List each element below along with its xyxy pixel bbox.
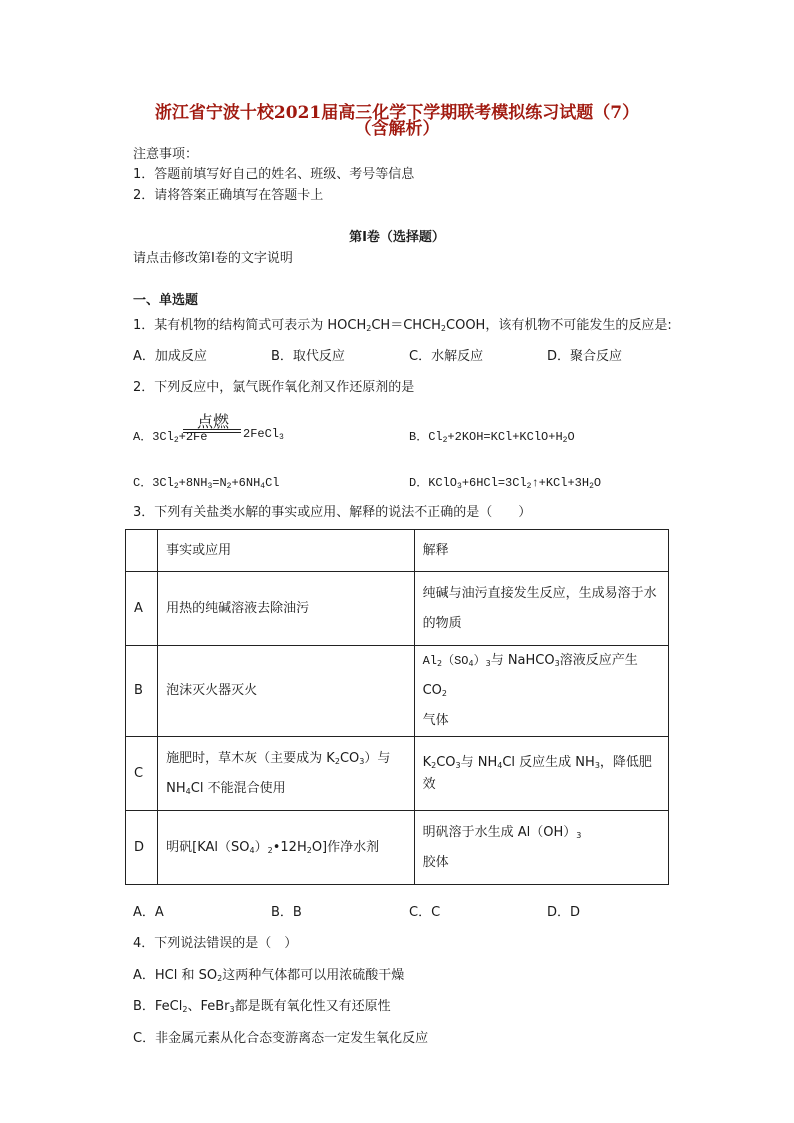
row-label: A	[126, 572, 158, 646]
row-fact: 泡沫灭火器灭火	[158, 646, 414, 737]
row-label: C	[126, 737, 158, 811]
question-1-option-a[interactable]: A．加成反应	[133, 349, 207, 364]
question-3-option-b[interactable]: B．B	[271, 905, 302, 920]
question-3-table	[125, 529, 669, 885]
row-explain: 明矾溶于水生成 $Al(OH)_3$ 胶体	[414, 811, 668, 885]
question-2-option-a-left[interactable]: A．$3Cl_2+2Fe$	[133, 430, 208, 445]
question-4-stem: 4．下列说法错误的是（ ）	[133, 936, 298, 951]
notes-item-2: 2．请将答案正确填写在答题卡上	[133, 188, 324, 203]
question-3-option-c[interactable]: C．C	[409, 905, 441, 920]
question-3-option-d[interactable]: D．D	[547, 905, 581, 920]
row-label: D	[126, 811, 158, 885]
reaction-condition: 点燃	[197, 412, 230, 431]
table-row	[126, 737, 669, 811]
question-4-option-c[interactable]: C．非金属元素从化合态变游离态一定发生氧化反应	[133, 1031, 429, 1046]
row-explain: 纯碱与油污直接发生反应，生成易溶于水的物质	[414, 572, 668, 646]
row-explain: $Al_2(SO_4)_3$与 NaHCO$_3$溶液反应产生 $CO_2$ 气体	[414, 646, 668, 737]
question-3-option-a[interactable]: A．A	[133, 905, 164, 920]
question-4-option-b[interactable]: B．FeCl$_2$、FeBr$_3$都是既有氧化性又有还原性	[133, 999, 391, 1014]
row-explain: $K_2CO_3$与 $NH_4Cl$ 反应生成 $NH_3$，降低肥效	[414, 737, 668, 811]
page-title: 浙江省宁波十校2021届高三化学下学期联考模拟练习试题（7）	[154, 103, 640, 123]
question-4-option-a[interactable]: A．HCl 和 $SO_2$这两种气体都可以用浓硫酸干燥	[133, 968, 405, 983]
question-3-stem: 3．下列有关盐类水解的事实或应用、解释的说法不正确的是（ ）	[133, 505, 532, 520]
part1-description: 请点击修改第I卷的文字说明	[133, 251, 293, 266]
question-2-option-b[interactable]: B．$Cl_2+2KOH=KCl+KClO+H_2O$	[409, 430, 575, 445]
page-subtitle: （含解析）	[354, 119, 440, 139]
table-header-explain: 解释	[414, 530, 668, 572]
table-header-cell	[126, 530, 158, 572]
table-row	[126, 646, 669, 737]
table-row	[126, 811, 669, 885]
table-row	[126, 572, 669, 646]
row-fact: 明矾$[KAl(SO_4)_2•12H_2O]$作净水剂	[158, 811, 414, 885]
row-fact: 用热的纯碱溶液去除油污	[158, 572, 414, 646]
section-heading: 一、单选题	[133, 293, 199, 308]
question-2-option-a-right[interactable]: 2FeCl$_3$	[243, 427, 284, 442]
part1-heading: 第I卷（选择题）	[349, 230, 445, 245]
question-1-option-c[interactable]: C．水解反应	[409, 349, 484, 364]
row-fact: 施肥时，草木灰（主要成为 $K_2CO_3$）与 $NH_4Cl$ 不能混合使用	[158, 737, 414, 811]
table-header-row	[126, 530, 669, 572]
notes-heading: 注意事项：	[133, 147, 199, 162]
question-2-option-c[interactable]: C．$3Cl_2+8NH_3=N_2+6NH_4Cl$	[133, 476, 280, 491]
row-label: B	[126, 646, 158, 737]
question-1-option-b[interactable]: B．取代反应	[271, 349, 345, 364]
notes-item-1: 1．答题前填写好自己的姓名、班级、考号等信息	[133, 167, 415, 182]
question-1-option-d[interactable]: D．聚合反应	[547, 349, 623, 364]
question-2-stem: 2．下列反应中，氯气既作氧化剂又作还原剂的是	[133, 380, 415, 395]
table-header-fact: 事实或应用	[158, 530, 414, 572]
question-2-option-d[interactable]: D．$KClO_3+6HCl=3Cl_2↑+KCl+3H_2O$	[409, 476, 602, 491]
question-1-stem: 1．某有机物的结构简式可表示为 $HOCH_2CH=CHCH_2COOH$，该有机物不可能发生的反应是:	[133, 318, 672, 333]
